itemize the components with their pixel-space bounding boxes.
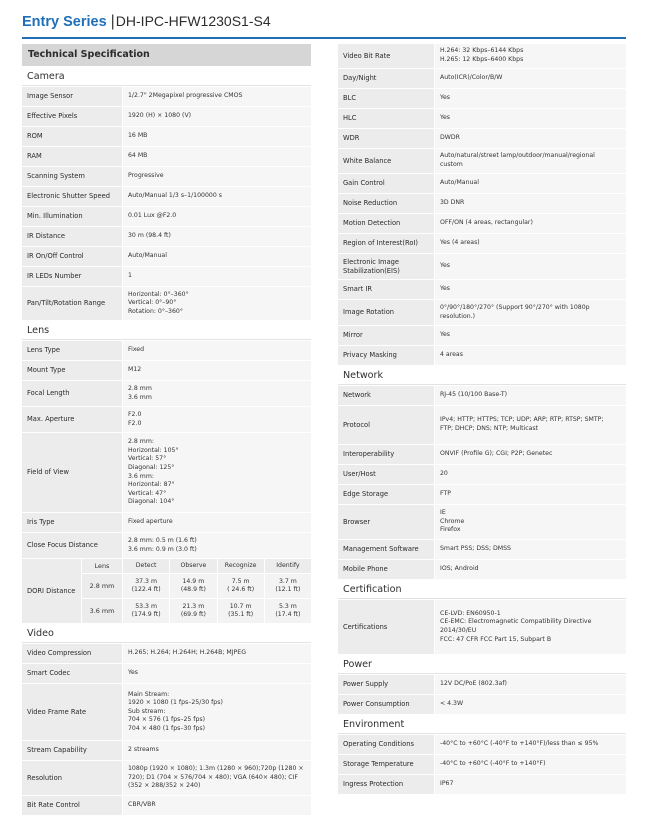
spec-value: Yes xyxy=(435,89,626,108)
spec-row xyxy=(22,147,311,166)
spec-value: Auto(ICR)/Color/B/W xyxy=(435,69,626,88)
spec-key: RAM xyxy=(22,147,122,166)
spec-row xyxy=(338,89,626,108)
spec-row xyxy=(338,174,626,193)
spec-value: Fixed xyxy=(123,341,311,360)
spec-value: Auto/Manual xyxy=(435,174,626,193)
certification-table xyxy=(338,600,626,654)
spec-row xyxy=(338,695,626,714)
spec-row xyxy=(22,533,311,558)
spec-row xyxy=(338,214,626,233)
section-camera: Camera xyxy=(22,67,311,86)
spec-key: Focal Length xyxy=(22,381,122,406)
dori-header-identify: Identify xyxy=(265,559,311,573)
dori-header-recognize: Recognize xyxy=(218,559,264,573)
spec-row xyxy=(338,735,626,754)
dori-distance-key: DORI Distance xyxy=(22,559,81,623)
spec-key: Ingress Protection xyxy=(338,775,434,794)
spec-key: Operating Conditions xyxy=(338,735,434,754)
spec-row xyxy=(22,227,311,246)
spec-row xyxy=(22,267,311,286)
dori-cell: 14.9 m (48.9 ft) xyxy=(170,574,216,598)
spec-row xyxy=(22,107,311,126)
spec-value: Yes (4 areas) xyxy=(435,234,626,253)
spec-value: 20 xyxy=(435,465,626,484)
spec-row xyxy=(22,664,311,683)
spec-value: IP67 xyxy=(435,775,626,794)
spec-value: 0°/90°/180°/270° (Support 90°/270° with 1080p resolution.) xyxy=(435,300,626,325)
dori-cell: 5.3 m (17.4 ft) xyxy=(265,599,311,623)
spec-row xyxy=(22,207,311,226)
spec-value: 1920 (H) × 1080 (V) xyxy=(123,107,311,126)
spec-value: Auto/Manual xyxy=(123,247,311,266)
spec-value: RJ-45 (10/100 Base-T) xyxy=(435,386,626,405)
spec-key: Close Focus Distance xyxy=(22,533,122,558)
spec-row xyxy=(338,540,626,559)
spec-key: White Balance xyxy=(338,149,434,173)
spec-key: Smart IR xyxy=(338,280,434,299)
spec-key: User/Host xyxy=(338,465,434,484)
spec-key: Image Rotation xyxy=(338,300,434,325)
environment-table xyxy=(338,735,626,794)
spec-row xyxy=(22,287,311,320)
spec-value: 1080p (1920 × 1080); 1.3m (1280 × 960);720p (1280 × 720); D1 (704 × 576/704 × 480); VGA (640× 480); CIF (352 × 288/352 × 240) xyxy=(123,761,311,795)
spec-key: Protocol xyxy=(338,406,434,444)
spec-row xyxy=(22,361,311,380)
spec-key: Max. Aperture xyxy=(22,407,122,432)
spec-key: Gain Control xyxy=(338,174,434,193)
spec-row xyxy=(338,406,626,444)
spec-value: Horizontal: 0°–360° Vertical: 0°–90° Rotation: 0°–360° xyxy=(123,287,311,320)
spec-key: Lens Type xyxy=(22,341,122,360)
spec-value: 64 MB xyxy=(123,147,311,166)
spec-row xyxy=(338,109,626,128)
spec-key: Resolution xyxy=(22,761,122,795)
spec-value: < 4.3W xyxy=(435,695,626,714)
section-certification: Certification xyxy=(338,580,626,599)
spec-key: Mount Type xyxy=(22,361,122,380)
page-header xyxy=(22,11,271,35)
spec-value: H.264: 32 Kbps–6144 Kbps H.265: 12 Kbps–6400 Kbps xyxy=(435,44,626,68)
spec-row xyxy=(338,300,626,325)
technical-specification-heading: Technical Specification xyxy=(22,44,311,66)
section-network: Network xyxy=(338,366,626,385)
section-environment: Environment xyxy=(338,715,626,734)
spec-row xyxy=(22,433,311,512)
spec-value: 1 xyxy=(123,267,311,286)
spec-row xyxy=(22,644,311,663)
spec-value: -40°C to +60°C (-40°F to +140°F)/less than ≤ 95% xyxy=(435,735,626,754)
dori-cell: 3.7 m (12.1 ft) xyxy=(265,574,311,598)
spec-row xyxy=(22,187,311,206)
spec-row xyxy=(22,684,311,740)
right-column xyxy=(338,44,626,795)
dori-cell: 37.3 m (122.4 ft) xyxy=(123,574,169,598)
spec-value: CE-LVD: EN60950-1 CE-EMC: Electromagnetic Compatibility Directive 2014/30/EU FCC: 47 CFR FCC Part 15, Subpart B xyxy=(435,600,626,654)
spec-key: Region of Interest(RoI) xyxy=(338,234,434,253)
spec-row xyxy=(22,761,311,795)
dori-header-lens: Lens xyxy=(82,559,122,573)
spec-key: Smart Codec xyxy=(22,664,122,683)
spec-row xyxy=(338,194,626,213)
spec-row xyxy=(338,505,626,539)
camera-table xyxy=(22,87,311,320)
spec-row xyxy=(338,465,626,484)
spec-key: Power Consumption xyxy=(338,695,434,714)
spec-key: Electronic Image Stabilization(EIS) xyxy=(338,254,434,279)
spec-value: 4 areas xyxy=(435,346,626,365)
spec-value: Fixed aperture xyxy=(123,513,311,532)
spec-value: CBR/VBR xyxy=(123,796,311,815)
spec-key: Privacy Masking xyxy=(338,346,434,365)
spec-row xyxy=(22,127,311,146)
dori-cell: 7.5 m ( 24.6 ft) xyxy=(218,574,264,598)
spec-value: 0.01 Lux @F2.0 xyxy=(123,207,311,226)
spec-key: Noise Reduction xyxy=(338,194,434,213)
spec-key: Mobile Phone xyxy=(338,560,434,579)
dori-distance-row xyxy=(22,559,311,623)
spec-row xyxy=(338,69,626,88)
section-lens: Lens xyxy=(22,321,311,340)
spec-key: Pan/Tilt/Rotation Range xyxy=(22,287,122,320)
spec-value: ONVIF (Profile G); CGI; P2P; Genetec xyxy=(435,445,626,464)
spec-value: Yes xyxy=(435,280,626,299)
spec-row xyxy=(22,796,311,815)
spec-key: Iris Type xyxy=(22,513,122,532)
spec-row xyxy=(338,129,626,148)
dori-cell: 53.3 m (174.9 ft) xyxy=(123,599,169,623)
spec-key: Video Compression xyxy=(22,644,122,663)
spec-key: Video Frame Rate xyxy=(22,684,122,740)
spec-value: 2.8 mm: Horizontal: 105° Vertical: 57° Diagonal: 125° 3.6 mm: Horizontal: 87° Vertical: 47° Diagonal: 104° xyxy=(123,433,311,512)
spec-row xyxy=(22,741,311,760)
spec-row xyxy=(338,675,626,694)
power-table xyxy=(338,675,626,714)
spec-value: 2.8 mm: 0.5 m (1.6 ft) 3.6 mm: 0.9 m (3.0 ft) xyxy=(123,533,311,558)
spec-key: Interoperability xyxy=(338,445,434,464)
spec-value: 2 streams xyxy=(123,741,311,760)
spec-row xyxy=(338,600,626,654)
spec-row xyxy=(338,560,626,579)
spec-key: Min. Illumination xyxy=(22,207,122,226)
lens-table xyxy=(22,341,311,623)
title-separator: | xyxy=(110,13,115,30)
spec-value: Smart PSS; DSS; DMSS xyxy=(435,540,626,559)
spec-value: Yes xyxy=(435,326,626,345)
spec-key: IR LEDs Number xyxy=(22,267,122,286)
spec-value: Main Stream: 1920 × 1080 (1 fps–25/30 fps) Sub stream: 704 × 576 (1 fps–25 fps) 704 × 480 (1 fps–30 fps) xyxy=(123,684,311,740)
spec-value: 16 MB xyxy=(123,127,311,146)
spec-value: OFF/ON (4 areas, rectangular) xyxy=(435,214,626,233)
video-table xyxy=(22,644,311,815)
spec-row xyxy=(22,341,311,360)
section-video: Video xyxy=(22,624,311,643)
dori-lens-cell: 3.6 mm xyxy=(82,599,122,623)
spec-key: Power Supply xyxy=(338,675,434,694)
dori-header-observe: Observe xyxy=(170,559,216,573)
spec-row xyxy=(338,326,626,345)
spec-row xyxy=(338,234,626,253)
spec-key: Browser xyxy=(338,505,434,539)
spec-value: Yes xyxy=(435,254,626,279)
model-number: DH-IPC-HFW1230S1-S4 xyxy=(115,13,271,29)
spec-key: ROM xyxy=(22,127,122,146)
spec-row xyxy=(22,87,311,106)
spec-row xyxy=(338,485,626,504)
spec-row xyxy=(338,149,626,173)
spec-value: IOS; Android xyxy=(435,560,626,579)
spec-key: Stream Capability xyxy=(22,741,122,760)
spec-value: 3D DNR xyxy=(435,194,626,213)
spec-row xyxy=(22,513,311,532)
spec-key: Bit Rate Control xyxy=(22,796,122,815)
spec-value: FTP xyxy=(435,485,626,504)
dori-cell: 21.3 m (69.9 ft) xyxy=(170,599,216,623)
spec-key: IR Distance xyxy=(22,227,122,246)
spec-key: Certifications xyxy=(338,600,434,654)
spec-key: Network xyxy=(338,386,434,405)
spec-key: Effective Pixels xyxy=(22,107,122,126)
dori-lens-cell: 2.8 mm xyxy=(82,574,122,598)
spec-key: Field of View xyxy=(22,433,122,512)
spec-row xyxy=(338,280,626,299)
spec-row xyxy=(338,775,626,794)
spec-row xyxy=(22,167,311,186)
spec-row xyxy=(338,755,626,774)
spec-value: Auto/Manual 1/3 s–1/100000 s xyxy=(123,187,311,206)
spec-value: M12 xyxy=(123,361,311,380)
spec-row xyxy=(22,381,311,406)
spec-key: Mirror xyxy=(338,326,434,345)
spec-row xyxy=(22,247,311,266)
spec-key: Scanning System xyxy=(22,167,122,186)
spec-value: H.265; H.264; H.264H; H.264B; MJPEG xyxy=(123,644,311,663)
spec-value: DWDR xyxy=(435,129,626,148)
video-continued-table xyxy=(338,44,626,365)
network-table xyxy=(338,386,626,579)
spec-value: 12V DC/PoE (802.3af) xyxy=(435,675,626,694)
header-rule xyxy=(22,37,626,39)
spec-value: Yes xyxy=(123,664,311,683)
dori-header-detect: Detect xyxy=(123,559,169,573)
spec-value: Auto/natural/street lamp/outdoor/manual/regional custom xyxy=(435,149,626,173)
spec-key: Video Bit Rate xyxy=(338,44,434,68)
spec-key: BLC xyxy=(338,89,434,108)
spec-value: 2.8 mm 3.6 mm xyxy=(123,381,311,406)
spec-value: F2.0 F2.0 xyxy=(123,407,311,432)
spec-value: IE Chrome Firefox xyxy=(435,505,626,539)
spec-key: Electronic Shutter Speed xyxy=(22,187,122,206)
spec-key: WDR xyxy=(338,129,434,148)
spec-row xyxy=(338,254,626,279)
dori-table xyxy=(82,559,311,623)
spec-key: Motion Detection xyxy=(338,214,434,233)
spec-key: Image Sensor xyxy=(22,87,122,106)
spec-row xyxy=(22,407,311,432)
spec-key: Edge Storage xyxy=(338,485,434,504)
spec-value: -40°C to +60°C (-40°F to +140°F) xyxy=(435,755,626,774)
spec-value: 30 m (98.4 ft) xyxy=(123,227,311,246)
spec-value: Yes xyxy=(435,109,626,128)
spec-key: IR On/Off Control xyxy=(22,247,122,266)
section-power: Power xyxy=(338,655,626,674)
spec-row xyxy=(338,44,626,68)
dori-cell: 10.7 m (35.1 ft) xyxy=(218,599,264,623)
spec-row xyxy=(338,346,626,365)
spec-key: HLC xyxy=(338,109,434,128)
spec-key: Management Software xyxy=(338,540,434,559)
spec-value: IPv4; HTTP; HTTPS; TCP; UDP; ARP; RTP; RTSP; SMTP; FTP; DHCP; DNS; NTP; Multicast xyxy=(435,406,626,444)
left-column xyxy=(22,44,311,816)
spec-row xyxy=(338,386,626,405)
spec-value: 1/2.7" 2Megapixel progressive CMOS xyxy=(123,87,311,106)
spec-key: Storage Temperature xyxy=(338,755,434,774)
spec-row xyxy=(338,445,626,464)
spec-value: Progressive xyxy=(123,167,311,186)
spec-key: Day/Night xyxy=(338,69,434,88)
series-title: Entry Series xyxy=(22,14,107,30)
